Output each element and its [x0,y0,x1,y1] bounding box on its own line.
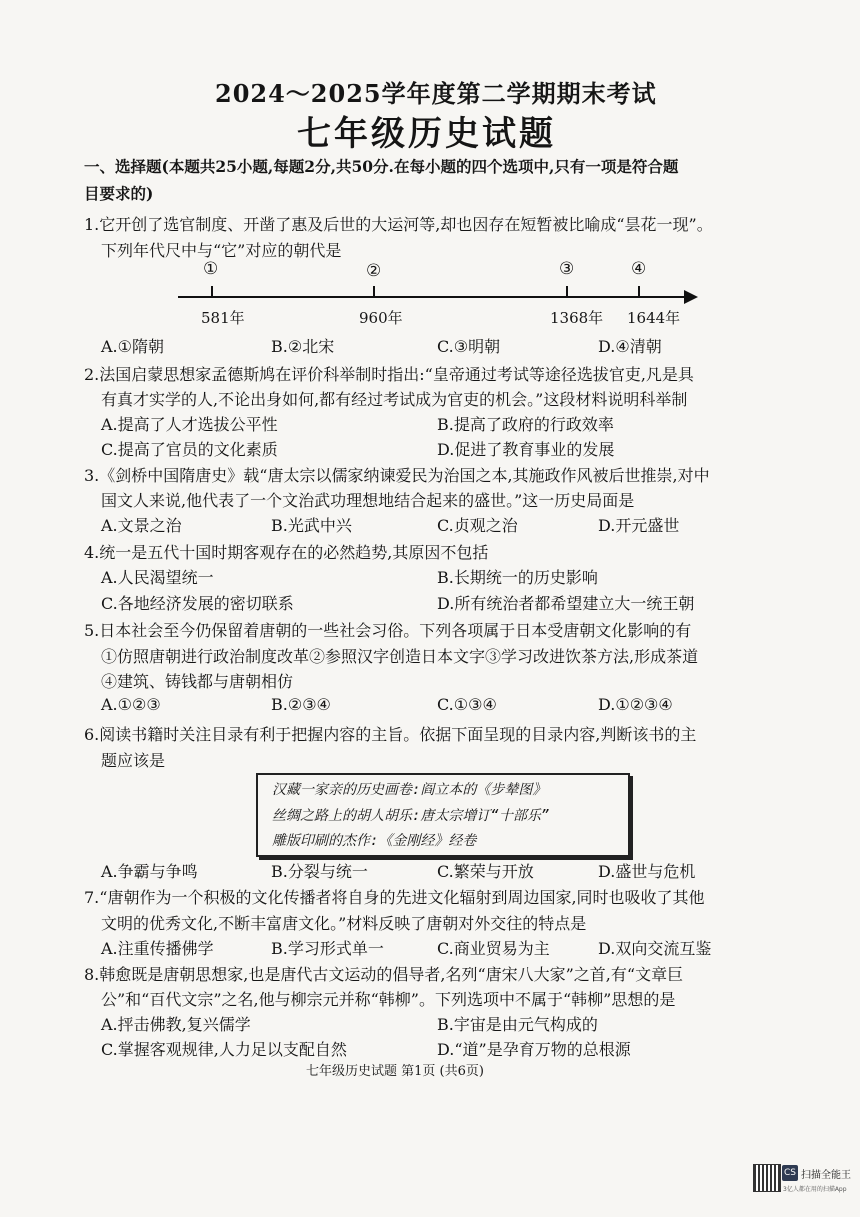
q1-option-c: C.③明朝 [437,337,501,356]
timeline-mark-3: ③ [559,259,575,279]
q8-stem-line2: 公”和“百代文宗”之名,他与柳宗元并称“韩柳”。下列选项中不属于“韩柳”思想的是 [101,990,676,1009]
q7-option-b: B.学习形式单一 [271,939,384,958]
timeline-axis [178,296,686,298]
timeline-tick [211,286,213,297]
timeline-year-4: 1644年 [627,309,681,327]
q7-stem-line2: 文明的优秀文化,不断丰富唐文化。”材料反映了唐朝对外交往的特点是 [101,914,587,933]
q3-stem-line1: 3.《剑桥中国隋唐史》载“唐太宗以儒家纳谏爱民为治国之本,其施政作风被后世推崇,对中 [84,466,710,485]
section-heading-line2: 目要求的) [84,184,154,203]
q5-stem-line2: ①仿照唐朝进行政治制度改革②参照汉字创造日本文字③学习改进饮茶方法,形成茶道 [101,647,699,666]
timeline-arrow-icon [684,290,698,304]
q5-stem-line3: ④建筑、铸钱都与唐朝相仿 [101,672,294,691]
q8-option-c: C.掌握客观规律,人力足以支配自然 [101,1040,347,1059]
timeline-tick [373,286,375,297]
q1-option-d: D.④清朝 [598,337,662,356]
q7-option-a: A.注重传播佛学 [101,939,214,958]
q2-option-b: B.提高了政府的行政效率 [437,415,614,434]
q8-option-d: D.“道”是孕育万物的总根源 [437,1040,631,1059]
exam-title: 2024～2025学年度第二学期期末考试 [215,79,657,108]
q3-option-c: C.贞观之治 [437,516,518,535]
q8-option-a: A.抨击佛教,复兴儒学 [101,1015,251,1034]
q5-stem-line1: 5.日本社会至今仍保留着唐朝的一些社会习俗。下列各项属于日本受唐朝文化影响的有 [84,621,692,640]
qr-code-icon [753,1164,781,1192]
q5-option-b: B.②③④ [271,695,331,714]
toc-line-1: 汉藏一家亲的历史画卷:阎立本的《步辇图》 [272,782,547,798]
q7-option-d: D.双向交流互鉴 [598,939,712,958]
q6-option-c: C.繁荣与开放 [437,862,534,881]
q3-stem-line2: 国文人来说,他代表了一个文治武功理想地结合起来的盛世。”这一历史局面是 [101,491,635,510]
q4-option-c: C.各地经济发展的密切联系 [101,594,294,613]
q1-option-b: B.②北宋 [271,337,335,356]
q7-option-c: C.商业贸易为主 [437,939,550,958]
q3-option-b: B.光武中兴 [271,516,352,535]
page-footer: 七年级历史试题 第1页 (共6页) [306,1064,484,1079]
timeline-tick [638,286,640,297]
q4-option-d: D.所有统治者都希望建立大一统王朝 [437,594,695,613]
q3-option-d: D.开元盛世 [598,516,680,535]
timeline-mark-2: ② [366,261,382,281]
q1-stem-line1: 1.它开创了选官制度、开凿了惠及后世的大运河等,却也因存在短暂被比喻成“昙花一现”。 [84,215,713,234]
q3-option-a: A.文景之治 [101,516,182,535]
toc-line-3: 雕版印刷的杰作:《金刚经》经卷 [272,833,477,849]
timeline-mark-4: ④ [631,259,647,279]
q2-stem-line2: 有真才实学的人,不论出身如何,都有经过考试成为官吏的机会。”这段材料说明科举制 [101,390,688,409]
q2-option-d: D.促进了教育事业的发展 [437,440,615,459]
q5-option-d: D.①②③④ [598,695,673,714]
timeline-year-2: 960年 [359,309,403,327]
q8-option-b: B.宇宙是由元气构成的 [437,1015,598,1034]
q2-option-a: A.提高了人才选拔公平性 [101,415,278,434]
q2-stem-line1: 2.法国启蒙思想家孟德斯鸠在评价科举制时指出:“皇帝通过考试等途径选拔官吏,凡是具 [84,365,694,384]
timeline-year-1: 581年 [201,309,245,327]
timeline-tick [566,286,568,297]
q6-option-d: D.盛世与危机 [598,862,696,881]
q4-option-b: B.长期统一的历史影响 [437,568,598,587]
q2-option-c: C.提高了官员的文化素质 [101,440,278,459]
q6-option-a: A.争霸与争鸣 [101,862,198,881]
timeline-year-3: 1368年 [550,309,604,327]
paper-title: 七年级历史试题 [297,114,556,154]
q5-option-c: C.①③④ [437,695,497,714]
scanner-name: 扫描全能王 [801,1170,851,1181]
q4-stem-line1: 4.统一是五代十国时期客观存在的必然趋势,其原因不包括 [84,543,489,562]
q1-option-a: A.①隋朝 [101,337,164,356]
toc-line-2: 丝绸之路上的胡人胡乐:唐太宗增订“十部乐” [272,808,550,824]
q8-stem-line1: 8.韩愈既是唐朝思想家,也是唐代古文运动的倡导者,名列“唐宋八大家”之首,有“文章巨 [84,965,684,984]
section-heading-line1: 一、选择题(本题共25小题,每题2分,共50分.在每小题的四个选项中,只有一项是符合题 [84,157,679,176]
q6-stem-line2: 题应该是 [101,751,166,770]
q6-stem-line1: 6.阅读书籍时关注目录有利于把握内容的主旨。依据下面呈现的目录内容,判断该书的主 [84,725,697,744]
q6-option-b: B.分裂与统一 [271,862,368,881]
scanner-subtitle: 3亿人都在用的扫描App [783,1186,847,1193]
q4-option-a: A.人民渴望统一 [101,568,214,587]
q5-option-a: A.①②③ [101,695,161,714]
q7-stem-line1: 7.“唐朝作为一个积极的文化传播者将自身的先进文化辐射到周边国家,同时也吸收了其他 [84,888,705,907]
timeline-mark-1: ① [203,259,219,279]
q1-stem-line2: 下列年代尺中与“它”对应的朝代是 [101,241,342,260]
scanner-logo-icon: CS [782,1165,798,1181]
